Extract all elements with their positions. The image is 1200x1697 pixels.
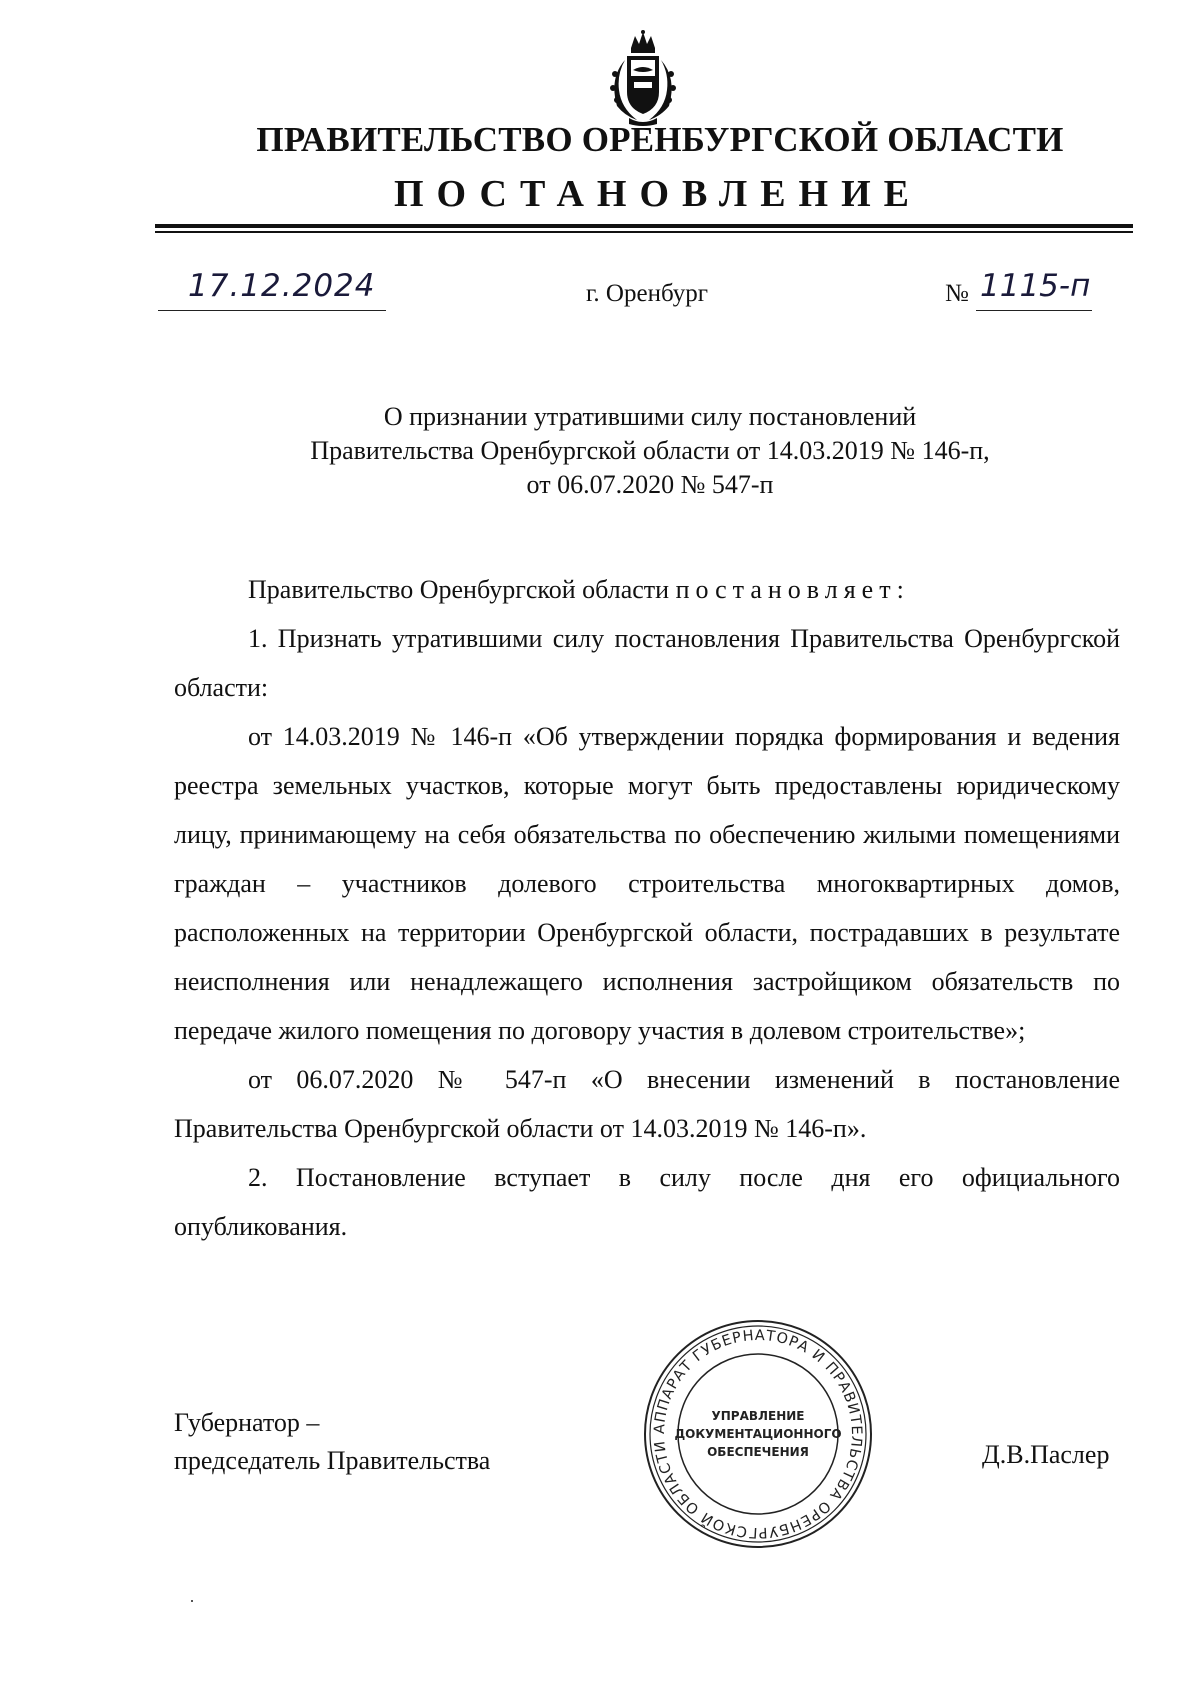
preamble [174, 565, 1120, 614]
item-1-a: от 14.03.2019 № 146-п «Об утверждении порядка формирования и ведения реестра земельных участков, которые могут быть предоставлены юридическому лицу, принимающему на себя обязательства по обеспечению жилыми помещениями граждан – участников долевого строительства многоквартирных домов, расположенных на территории Оренбургской области, пострадавших в результате неисполнения или ненадлежащего исполнения застройщиком обязательств по передаче жилого помещения по договору участия в долевом строительстве»; [174, 722, 1120, 1045]
official-stamp [642, 1318, 874, 1550]
signatory-title-line-2: председатель Правительства [174, 1446, 491, 1475]
stamp-inner-line-2: ДОКУМЕНТАЦИОННОГО [674, 1427, 842, 1441]
document-date: 17.12.2024 [188, 268, 376, 304]
item-1: 1. Признать утратившими силу постановления Правительства Оренбургской области: [174, 624, 1120, 702]
stamp-outer-text: АППАРАТ ГУБЕРНАТОРА И ПРАВИТЕЛЬСТВА ОРЕНБУРГСКОЙ ОБЛАСТИ [651, 1327, 865, 1541]
subject-line-2: Правительства Оренбургской области от 14.03.2019 № 146-п, [310, 436, 990, 465]
subject-line-1: О признании утратившими силу постановлений [383, 402, 917, 431]
document-city: г. Оренбург [586, 280, 708, 307]
preamble-verb: постановляет: [675, 575, 910, 604]
government-title: ПРАВИТЕЛЬСТВО ОРЕНБУРГСКОЙ ОБЛАСТИ [256, 120, 1064, 159]
header-rule-thick [155, 224, 1133, 228]
stamp-inner-line-3: ОБЕСПЕЧЕНИЯ [707, 1445, 809, 1459]
signatory-title [174, 1404, 490, 1480]
document-body [174, 565, 1120, 1251]
item-1-b: от 06.07.2020 № 547-п «О внесении изменений в постановление Правительства Оренбургской области от 14.03.2019 № 146-п». [174, 1065, 1120, 1143]
subject-line-3: от 06.07.2020 № 547-п [526, 470, 774, 499]
preamble-prefix: Правительство Оренбургской области [248, 575, 670, 604]
number-sign: № [945, 280, 969, 307]
signatory-title-line-1: Губернатор – [174, 1408, 320, 1437]
stamp-inner-line-1: УПРАВЛЕНИЕ [711, 1409, 805, 1423]
signatory-name: Д.В.Паслер [982, 1440, 1110, 1469]
header-rule-thin [155, 231, 1133, 233]
stray-mark [191, 1600, 193, 1602]
coat-of-arms-emblem [603, 30, 683, 128]
item-2: 2. Постановление вступает в силу после дня его официального опубликования. [174, 1163, 1120, 1241]
document-type: ПОСТАНОВЛЕНИЕ [393, 173, 923, 215]
document-number: 1115-п [980, 268, 1091, 304]
